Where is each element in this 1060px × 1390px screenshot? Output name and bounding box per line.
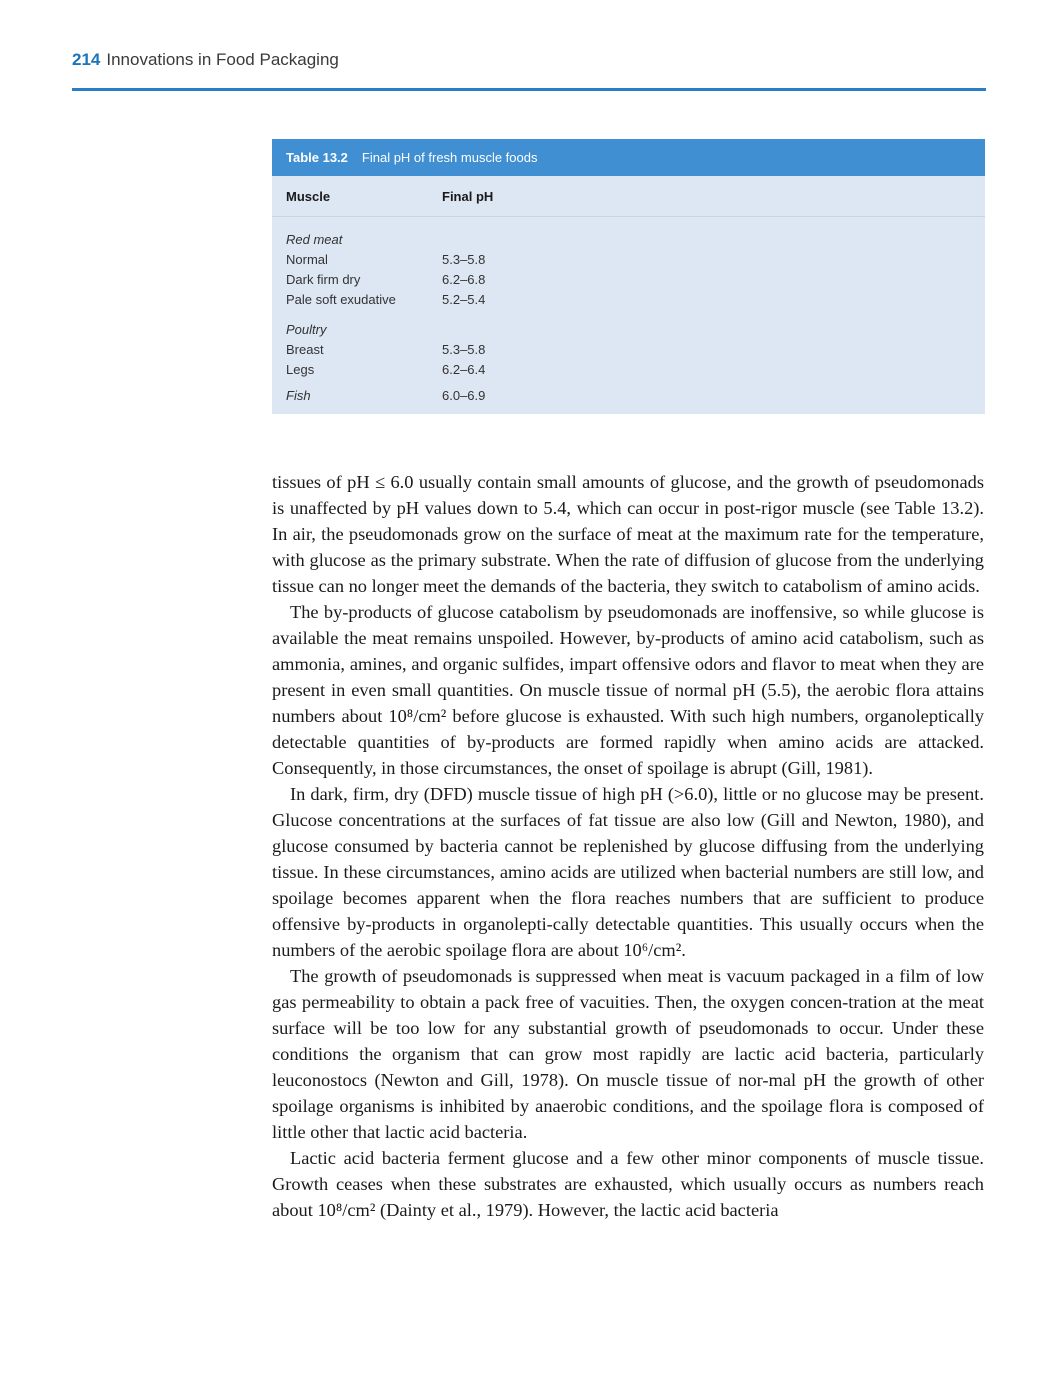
muscle-name: Breast bbox=[286, 341, 324, 357]
table-row bbox=[286, 289, 985, 309]
table-row bbox=[286, 385, 985, 405]
ph-value: 5.3–5.8 bbox=[442, 341, 486, 357]
table-row bbox=[286, 339, 985, 359]
muscle-name: Pale soft exudative bbox=[286, 291, 396, 307]
ph-value: 5.3–5.8 bbox=[442, 251, 486, 267]
body-text bbox=[272, 469, 984, 1223]
table-row bbox=[286, 249, 985, 269]
category-fish: Fish bbox=[286, 387, 311, 403]
muscle-name: Legs bbox=[286, 361, 315, 377]
book-title: Innovations in Food Packaging bbox=[106, 50, 339, 69]
table-row bbox=[286, 359, 985, 379]
table-header-row bbox=[272, 176, 985, 217]
ph-value: 6.2–6.8 bbox=[442, 271, 486, 287]
ph-value: 6.0–6.9 bbox=[442, 387, 486, 403]
page-number: 214 bbox=[72, 50, 101, 69]
table-category-row bbox=[286, 319, 985, 339]
table-category-row bbox=[286, 229, 985, 249]
col-header-final-ph: Final pH bbox=[442, 188, 494, 204]
table-caption-bar bbox=[272, 139, 985, 176]
paragraph: Lactic acid bacteria ferment glucose and a few other minor components of muscle tissue. Growth ceases when these substrates are exhausted, which usually occurs as numbers reach about 10⁸/cm² (Dainty et al., 1979). However, the lactic acid bacteria bbox=[272, 1148, 984, 1220]
header-rule bbox=[72, 88, 986, 91]
table-body bbox=[272, 217, 985, 405]
paragraph: The growth of pseudomonads is suppressed when meat is vacuum packaged in a film of low gas permeability to obtain a pack free of vacuities. Then, the oxygen concen-tration at the meat surface will be too low for any substantial growth of pseudomonads to occur. Under these conditions the organism that can grow most rapidly are lactic acid bacteria, particularly leuconostocs (Newton and Gill, 1978). On muscle tissue of nor-mal pH the growth of other spoilage organisms is inhibited by anaerobic conditions, and the spoilage flora is composed of little other that lactic acid bacteria. bbox=[272, 966, 984, 1142]
paragraph: The by-products of glucose catabolism by pseudomonads are inoffensive, so while glucose is available the meat remains unspoiled. However, by-products of amino acid catabolism, such as ammonia, amines, and organic sulfides, impart offensive odors and flavor to meat when they are present in even small quantities. On muscle tissue of normal pH (5.5), the aerobic flora attains numbers about 10⁸/cm² before glucose is exhausted. With such high numbers, organoleptically detectable quantities of by-products are formed rapidly when amino acids are attacked. Consequently, in those circumstances, the onset of spoilage is abrupt (Gill, 1981). bbox=[272, 602, 984, 778]
category-red-meat: Red meat bbox=[286, 231, 343, 247]
col-header-muscle: Muscle bbox=[286, 188, 331, 204]
paragraph: tissues of pH ≤ 6.0 usually contain small amounts of glucose, and the growth of pseudomonads is unaffected by pH values down to 5.4, which can occur in post-rigor muscle (see Table 13.2). In air, the pseudomonads grow on the surface of meat at the maximum rate for the temperature, with glucose as the primary substrate. When the rate of diffusion of glucose from the underlying tissue can no longer meet the demands of the bacteria, they switch to catabolism of amino acids. bbox=[272, 472, 984, 596]
running-header bbox=[72, 50, 339, 70]
ph-table bbox=[272, 139, 985, 414]
paragraph: In dark, firm, dry (DFD) muscle tissue of high pH (>6.0), little or no glucose may be present. Glucose concentrations at the surfaces of fat tissue are also low (Gill and Newton, 1980), and glucose consumed by bacteria cannot be replenished by glucose diffusing from the underlying tissue. In these circumstances, amino acids are utilized when bacterial numbers are still low, and spoilage becomes apparent when the flora reaches numbers that are sufficient to produce offensive by-products in organolepti-cally detectable quantities. This usually occurs when the numbers of the aerobic spoilage flora are about 10⁶/cm². bbox=[272, 784, 984, 960]
muscle-name: Normal bbox=[286, 251, 328, 267]
ph-value: 6.2–6.4 bbox=[442, 361, 486, 377]
muscle-name: Dark firm dry bbox=[286, 271, 361, 287]
category-poultry: Poultry bbox=[286, 321, 327, 337]
table-row bbox=[286, 269, 985, 289]
table-caption: Final pH of fresh muscle foods bbox=[361, 150, 538, 165]
ph-value: 5.2–5.4 bbox=[442, 291, 486, 307]
table-label: Table 13.2 bbox=[286, 150, 348, 165]
